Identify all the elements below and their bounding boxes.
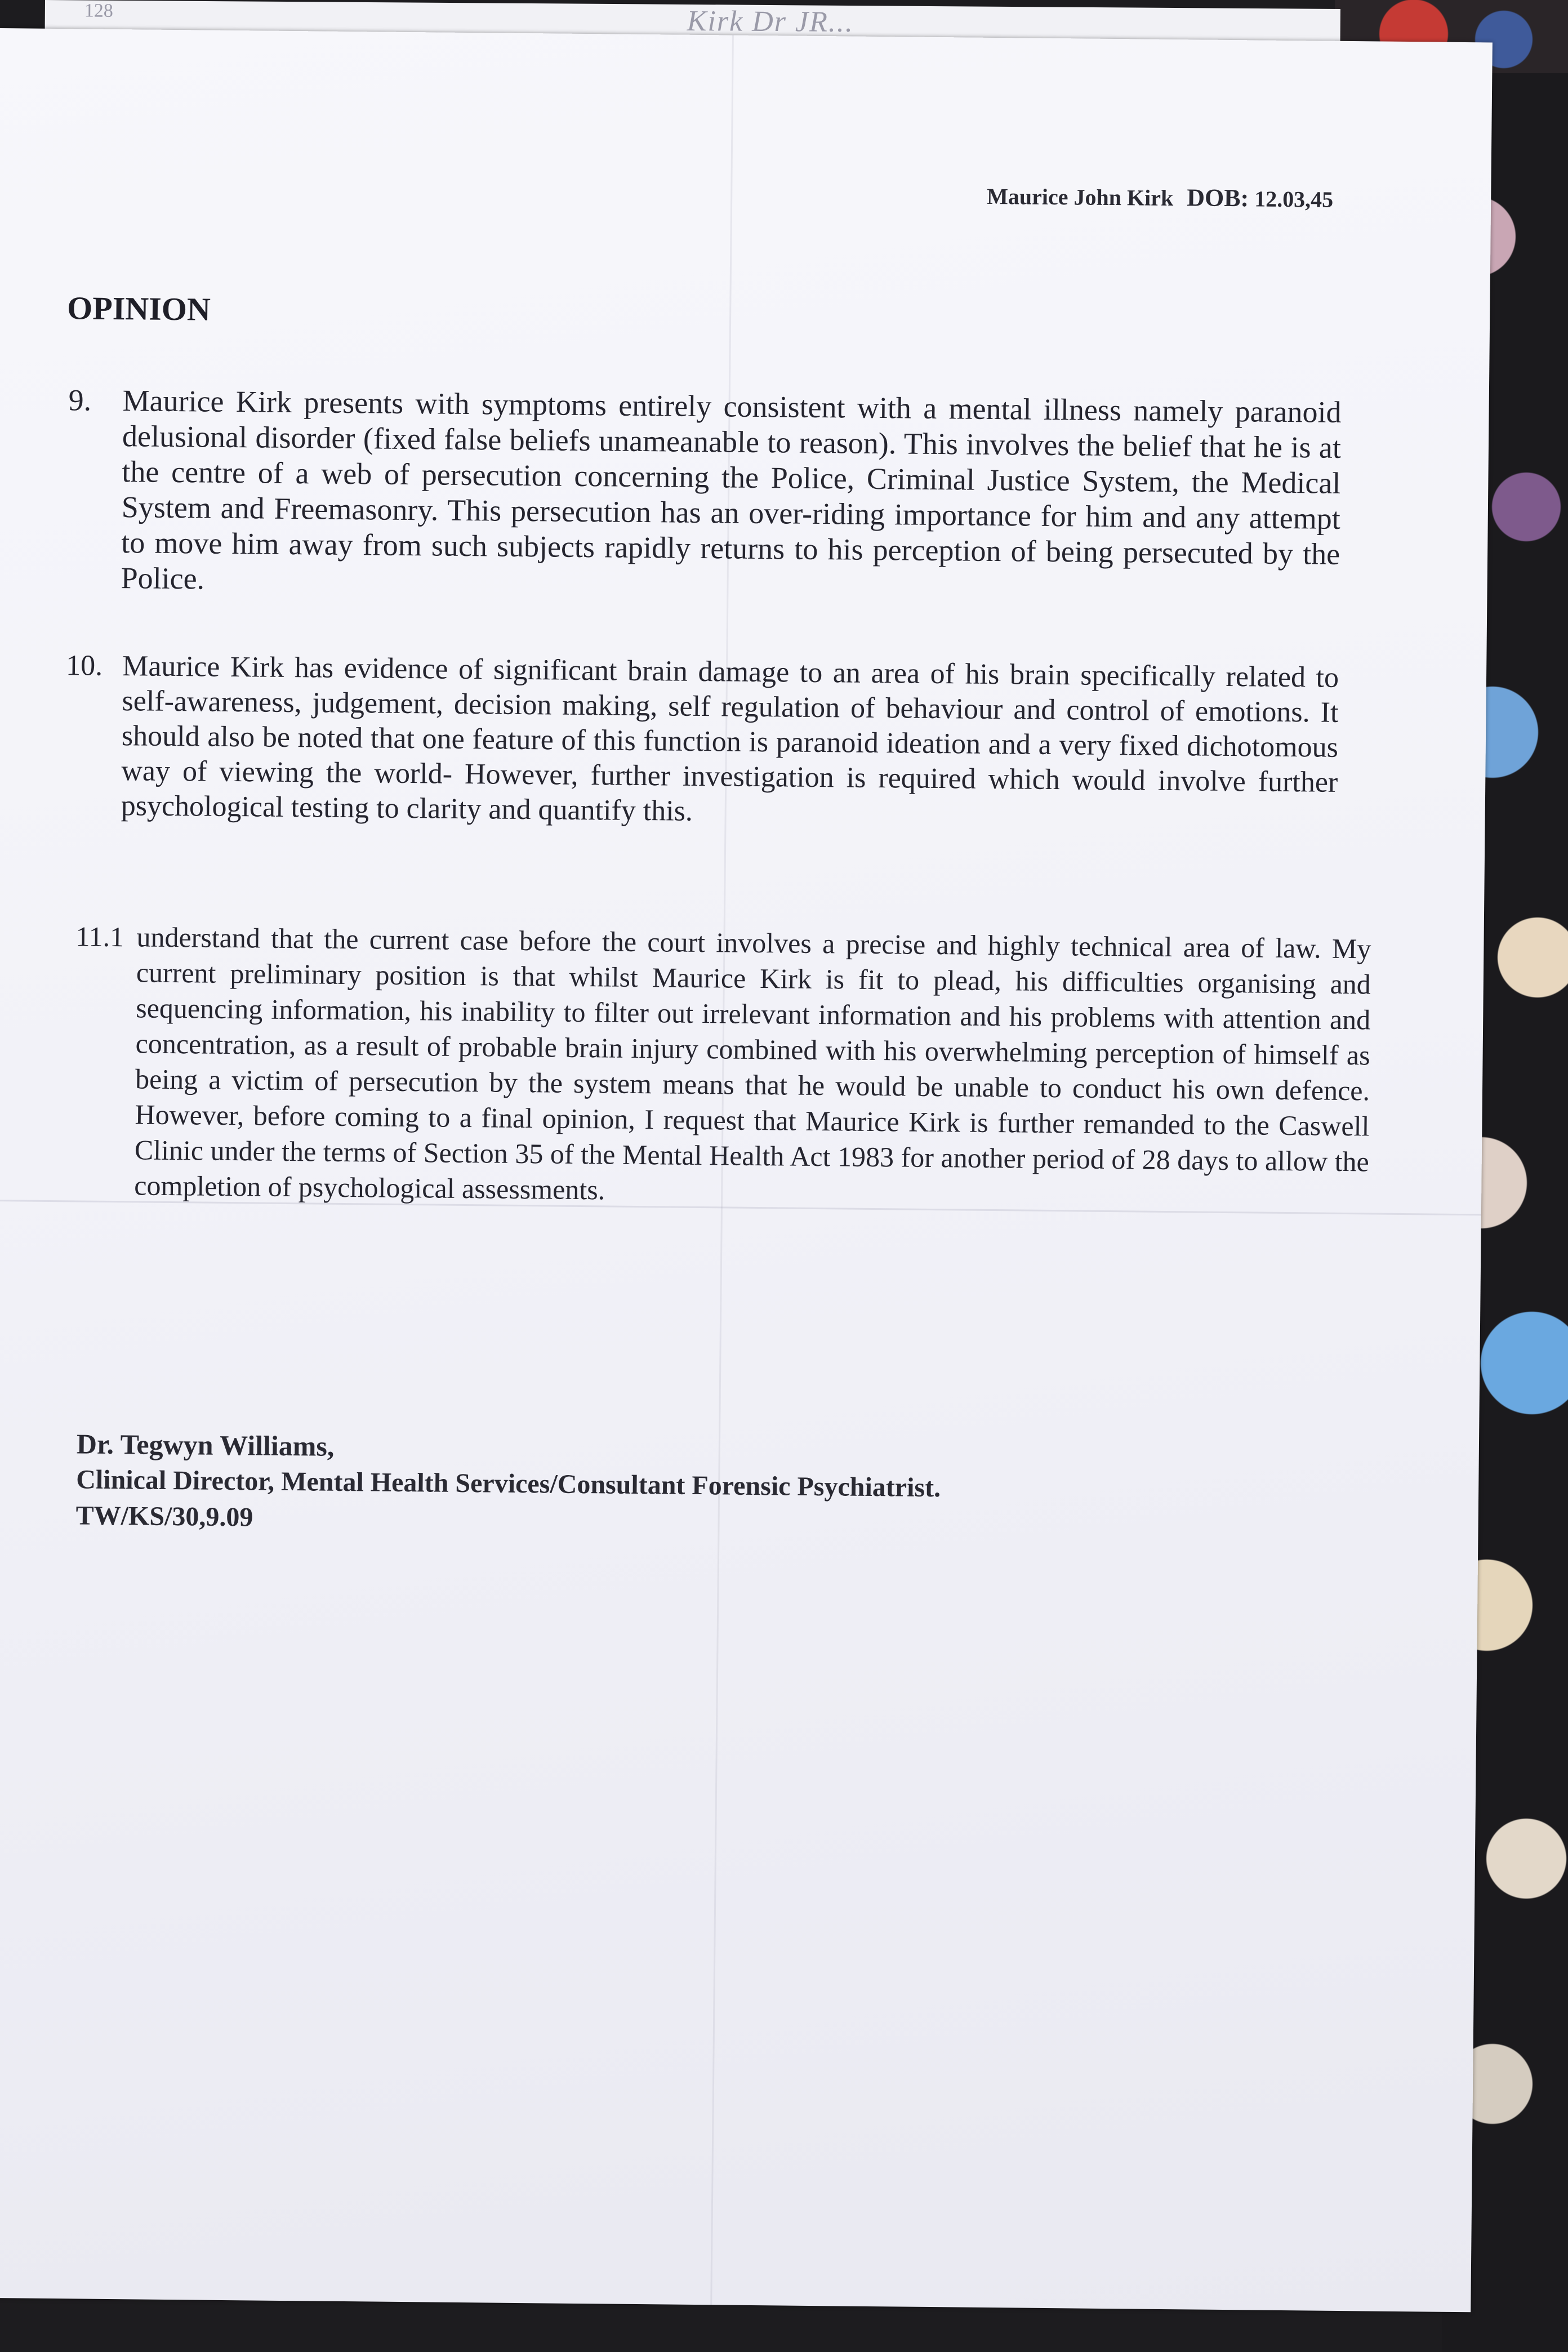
signature-block	[75, 1426, 941, 1542]
document-reference: TW/KS/30,9.09	[75, 1500, 253, 1533]
section-title: OPINION	[66, 289, 211, 328]
underlying-corner-mark: 128	[84, 0, 113, 21]
dob-value: 12.03,45	[1254, 186, 1334, 212]
signatory-title: Clinical Director, Mental Health Services/Consultant Forensic Psychiatrist.	[76, 1464, 941, 1503]
document-page	[0, 28, 1493, 2312]
paragraph-9	[66, 382, 1342, 608]
paragraph-number: 10.	[65, 649, 103, 682]
underlying-handwriting: Kirk Dr JR...	[687, 5, 854, 39]
patient-name: Maurice John Kirk	[986, 183, 1174, 211]
paragraph-number: 9.	[68, 383, 92, 417]
paragraph-text: Maurice Kirk presents with symptoms entirely consistent with a mental illness namely paranoid delusional disorder (fixed false beliefs unameanable to reason). This involves the belief that he is at the centre of a web of persecution concerning the Police, Criminal Justice System, the Medical System and Freemasonry. This persecution has an over-riding importance for him and any attempt to move him away from such subjects rapidly returns to his perception of being persecuted by the Police.	[121, 384, 1342, 596]
paragraph-10	[64, 648, 1339, 835]
paragraph-number: 11.1	[75, 920, 124, 953]
paragraph-text: understand that the current case before the court involves a precise and highly technical area of law. My current preliminary position is that whilst Maurice Kirk is fit to plead, his difficulties organising and sequencing information, his inability to filter out irrelevant information and his problems with attention and concentration, as a result of probable brain injury combined with his overwhelming perception of himself as being a victim of persecution by the system means that he would be unable to conduct his own defence. However, before coming to a final opinion, I request that Maurice Kirk is further remanded to the Caswell Clinic under the terms of Section 35 of the Mental Health Act 1983 for another period of 28 days to allow the completion of psychological assessments.	[134, 921, 1371, 1206]
paragraph-text: Maurice Kirk has evidence of significant brain damage to an area of his brain specifically related to self-awareness, judgement, decision making, self regulation of behaviour and control of emotions. It should also be noted that one feature of this function is paranoid ideation and a very fixed dichotomous way of viewing the world- However, further investigation is required which would involve further psychological testing to clarity and quantify this.	[121, 650, 1339, 827]
paragraph-11	[73, 919, 1371, 1215]
patient-header	[987, 181, 1334, 213]
dob-label: DOB:	[1186, 184, 1249, 212]
signatory-name: Dr. Tegwyn Williams,	[76, 1428, 335, 1462]
